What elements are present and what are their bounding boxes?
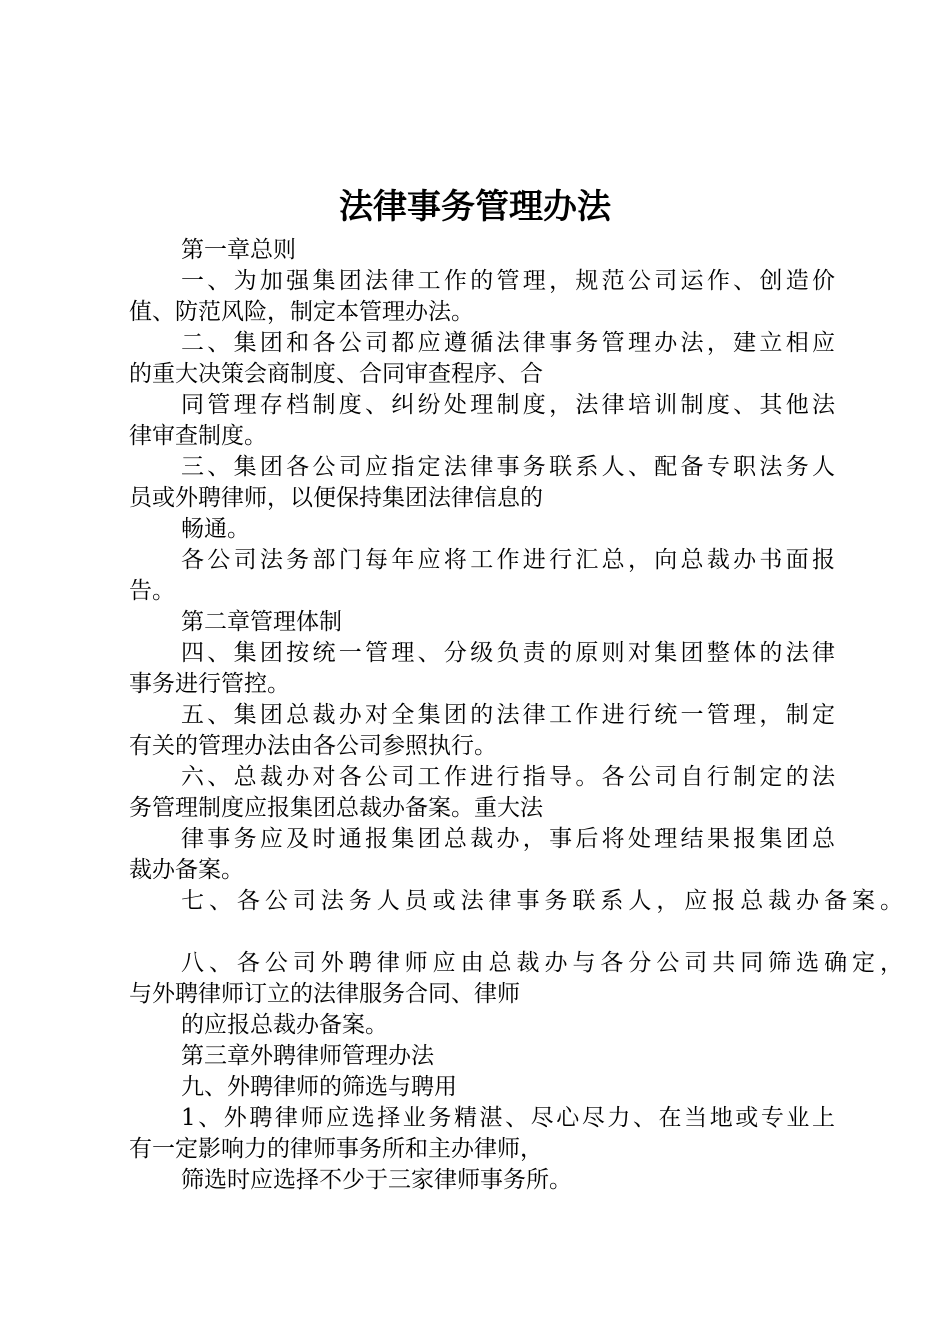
paragraph-line: 八、各公司外聘律师应由总裁办与各分公司共同筛选确定， <box>181 950 903 976</box>
paragraph-line: 二、集团和各公司都应遵循法律事务管理办法，建立相应 <box>181 330 835 356</box>
paragraph-line: 律事务应及时通报集团总裁办，事后将处理结果报集团总 <box>181 826 835 852</box>
document-title: 法律事务管理办法 <box>339 187 611 227</box>
paragraph-line: 告。 <box>129 578 175 604</box>
section-heading: 九、外聘律师的筛选与聘用 <box>181 1074 457 1100</box>
paragraph-line: 有关的管理办法由各公司参照执行。 <box>129 733 497 759</box>
paragraph-line: 各公司法务部门每年应将工作进行汇总，向总裁办书面报 <box>181 547 835 573</box>
paragraph-line: 六、总裁办对各公司工作进行指导。各公司自行制定的法 <box>181 764 835 790</box>
chapter-heading: 第一章总则 <box>181 237 296 263</box>
paragraph-line: 律审查制度。 <box>129 423 267 449</box>
paragraph-line: 1、外聘律师应选择业务精湛、尽心尽力、在当地或专业上 <box>181 1105 835 1131</box>
paragraph-line: 同管理存档制度、纠纷处理制度，法律培训制度、其他法 <box>181 392 835 418</box>
paragraph-line: 与外聘律师订立的法律服务合同、律师 <box>129 981 520 1007</box>
paragraph-line: 务管理制度应报集团总裁办备案。重大法 <box>129 795 543 821</box>
paragraph-line: 员或外聘律师，以便保持集团法律信息的 <box>129 485 543 511</box>
chapter-heading: 第二章管理体制 <box>181 609 342 635</box>
document-body <box>129 235 903 1196</box>
chapter-heading: 第三章外聘律师管理办法 <box>181 1043 434 1069</box>
paragraph-line: 筛选时应选择不少于三家律师事务所。 <box>181 1167 572 1193</box>
paragraph-line: 畅通。 <box>181 516 250 542</box>
blank-line <box>129 917 835 948</box>
paragraph-line: 事务进行管控。 <box>129 671 290 697</box>
paragraph-line: 一、为加强集团法律工作的管理，规范公司运作、创造价 <box>181 268 835 294</box>
paragraph-line: 值、防范风险，制定本管理办法。 <box>129 299 474 325</box>
paragraph-line: 四、集团按统一管理、分级负责的原则对集团整体的法律 <box>181 640 835 666</box>
paragraph-line: 裁办备案。 <box>129 857 244 883</box>
paragraph-line: 的重大决策会商制度、合同审查程序、合 <box>129 361 543 387</box>
paragraph-line: 的应报总裁办备案。 <box>181 1012 388 1038</box>
paragraph-line: 七、各公司法务人员或法律事务联系人，应报总裁办备案。 <box>181 888 903 914</box>
paragraph-line: 三、集团各公司应指定法律事务联系人、配备专职法务人 <box>181 454 835 480</box>
paragraph-line: 五、集团总裁办对全集团的法律工作进行统一管理，制定 <box>181 702 835 728</box>
paragraph-line: 有一定影响力的律师事务所和主办律师， <box>129 1136 543 1162</box>
